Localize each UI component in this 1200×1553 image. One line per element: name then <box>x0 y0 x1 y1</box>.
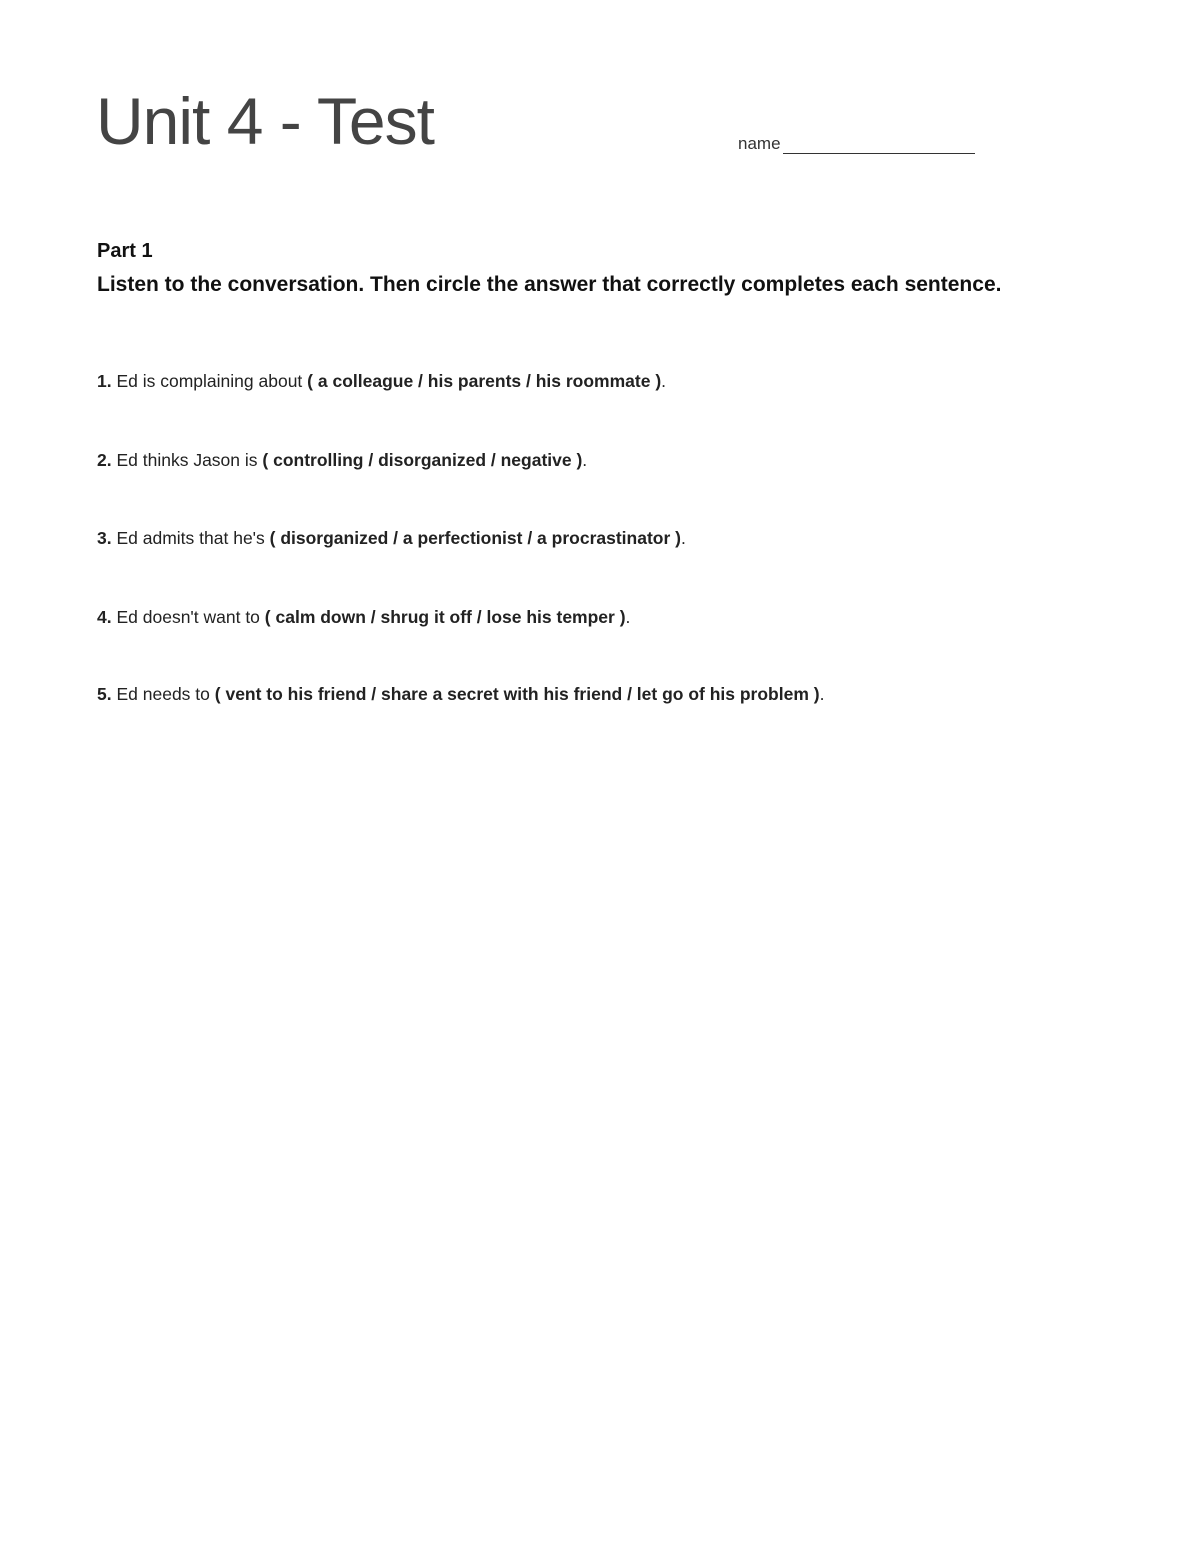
name-blank-line <box>783 136 975 154</box>
question-2 <box>97 450 587 471</box>
question-stem: Ed thinks Jason is <box>116 450 258 470</box>
question-number: 1. <box>97 371 112 391</box>
question-options: ( calm down / shrug it off / lose his temper ) <box>264 607 626 627</box>
question-stem: Ed is complaining about <box>116 371 303 391</box>
question-end: . <box>582 450 588 470</box>
question-end: . <box>680 528 686 548</box>
instructions: Listen to the conversation. Then circle the answer that correctly completes each sentence. <box>97 273 1002 296</box>
question-options: ( vent to his friend / share a secret with his friend / let go of his problem ) <box>214 684 820 704</box>
question-options: ( a colleague / his parents / his roommate ) <box>307 371 662 391</box>
question-stem: Ed doesn't want to <box>116 607 260 627</box>
question-3 <box>97 528 686 549</box>
question-1 <box>97 371 666 392</box>
question-stem: Ed admits that he's <box>116 528 265 548</box>
question-options: ( controlling / disorganized / negative ) <box>262 450 583 470</box>
question-number: 5. <box>97 684 112 704</box>
question-end: . <box>625 607 631 627</box>
question-4 <box>97 607 630 628</box>
question-5 <box>97 684 824 705</box>
question-end: . <box>819 684 825 704</box>
part-label: Part 1 <box>97 240 153 262</box>
question-number: 4. <box>97 607 112 627</box>
question-stem: Ed needs to <box>116 684 210 704</box>
question-number: 3. <box>97 528 112 548</box>
name-label: name <box>738 134 781 153</box>
page-title: Unit 4 - Test <box>96 84 434 158</box>
question-end: . <box>661 371 667 391</box>
name-field <box>738 134 975 154</box>
question-number: 2. <box>97 450 112 470</box>
question-options: ( disorganized / a perfectionist / a procrastinator ) <box>269 528 681 548</box>
